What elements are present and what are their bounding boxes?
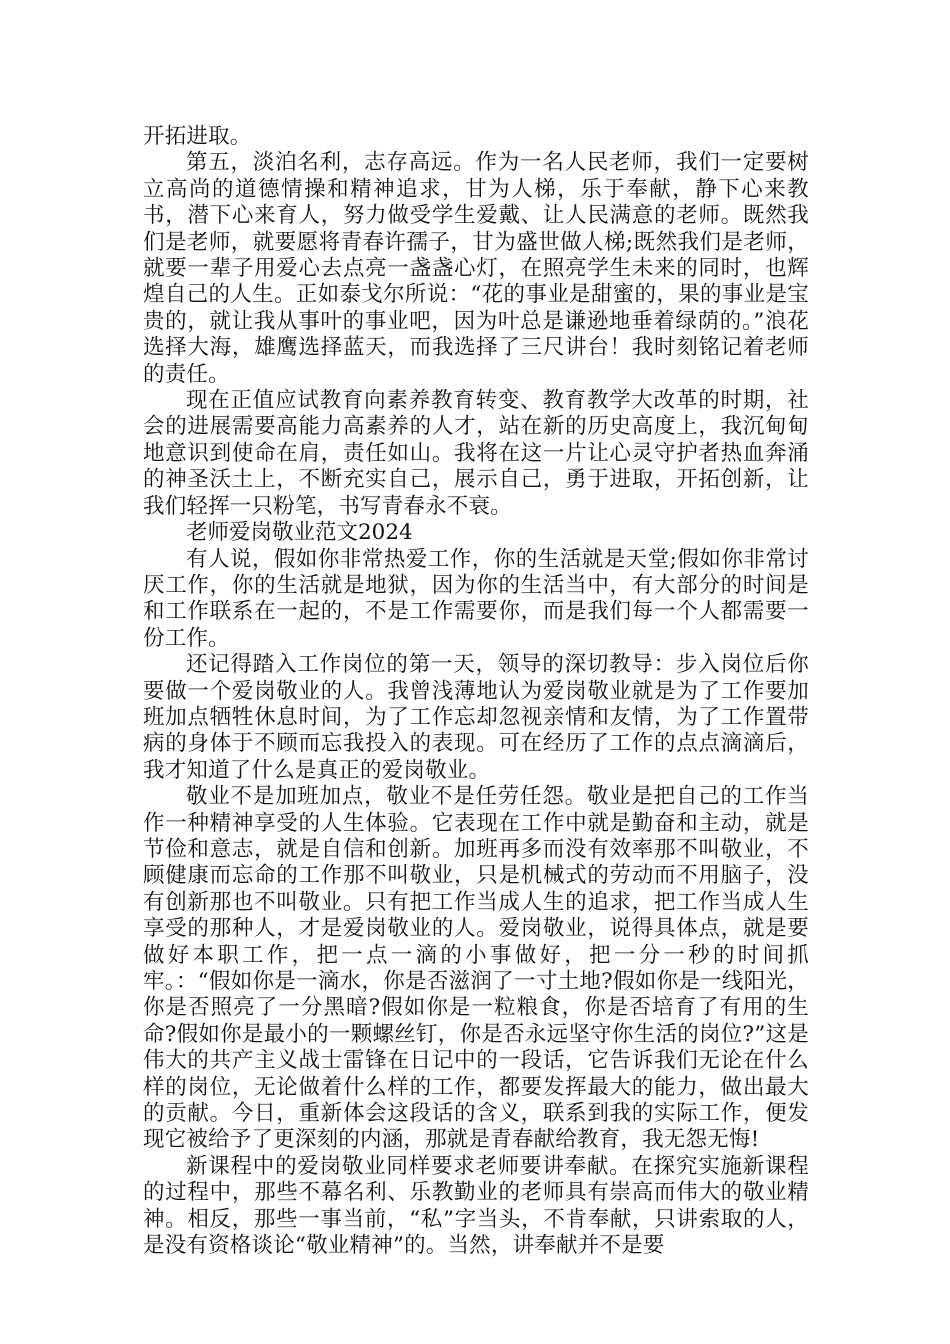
- paragraph-love-work: 有人说，假如你非常热爱工作，你的生活就是天堂;假如你非常讨厌工作，你的生活就是地狱，因为你的生活当中，有大部分的时间是和工作联系在一起的，不是工作需要你，而是我们每一个人都需要一份工作。: [143, 546, 809, 651]
- paragraph-dedication: 敬业不是加班加点，敬业不是任劳任怨。敬业是把自己的工作当作一种精神享受的人生体验。它表现在工作中就是勤奋和主动，就是节俭和意志，就是自信和创新。加班再多而没有效率那不叫敬业，不顾健康而忘命的工作那不叫敬业，只是机械式的劳动而不用脑子，没有创新那也不叫敬业。只有把工作当成人生的追求，把工作当成人生享受的那种人，才是爱岗敬业的人。爱岗敬业，说得具体点，就是要做好本职工作，把一点一滴的小事做好，把一分一秒的时间抓牢。：“假如你是一滴水，你是否滋润了一寸土地?假如你是一线阳光，你是否照亮了一分黑暗?假如你是一粒粮食，你是否培育了有用的生命?假如你是最小的一颗螺丝钉，你是否永远坚守你生活的岗位?”这是伟大的共产主义战士雷锋在日记中的一段话，它告诉我们无论在什么样的岗位，无论做着什么样的工作，都要发挥最大的能力，做出最大的贡献。今日，重新体会这段话的含义，联系到我的实际工作，便发现它被给予了更深刻的内涵，那就是青春献给教育，我无怨无悔!: [143, 784, 809, 1153]
- section-title: 老师爱岗敬业范文2024: [186, 520, 413, 546]
- paragraph-education-reform: 现在正值应试教育向素养教育转变、教育教学大改革的时期，社会的进展需要高能力高素养的人才，站在新的历史高度上，我沉甸甸地意识到使命在肩，责任如山。我将在这一片让心灵守护者热血奔涌的神圣沃土上，不断充实自己，展示自己，勇于进取，开拓创新，让我们轻挥一只粉笔，书写青春永不衰。: [143, 388, 809, 519]
- paragraph-fifth-point: 第五，淡泊名利，志存高远。作为一名人民老师，我们一定要树立高尚的道德情操和精神追求，甘为人梯，乐于奉献，静下心来教书，潜下心来育人，努力做受学生爱戴、让人民满意的老师。既然我们是老师，就要愿将青春许孺子，甘为盛世做人梯;既然我们是老师，就要一辈子用爱心去点亮一盏盏心灯，在照亮学生未来的同时，也辉煌自己的人生。正如泰戈尔所说：“花的事业是甜蜜的，果的事业是宝贵的，就让我从事叶的事业吧，因为叶总是谦逊地垂着绿荫的。”浪花选择大海，雄鹰选择蓝天，而我选择了三尺讲台！我时刻铭记着老师的责任。: [143, 150, 809, 387]
- paragraph-new-curriculum: 新课程中的爱岗敬业同样要求老师要讲奉献。在探究实施新课程的过程中，那些不幕名利、乐教勤业的老师具有崇高而伟大的敬业精神。相反，那些一事当前，“私”字当头，不肯奉献，只讲索取的人，是没有资格谈论“敬业精神”的。当然，讲奉献并不是要: [143, 1153, 809, 1259]
- paragraph-first-day: 还记得踏入工作岗位的第一天，领导的深切教导：步入岗位后你要做一个爱岗敬业的人。我曾浅薄地认为爱岗敬业就是为了工作要加班加点牺牲休息时间，为了工作忘却忽视亲情和友情，为了工作置带病的身体于不顾而忘我投入的表现。可在经历了工作的点点滴滴后，我才知道了什么是真正的爱岗敬业。: [143, 652, 809, 783]
- continuation-text: 开拓进取。: [143, 124, 252, 149]
- document-page: [143, 124, 809, 1259]
